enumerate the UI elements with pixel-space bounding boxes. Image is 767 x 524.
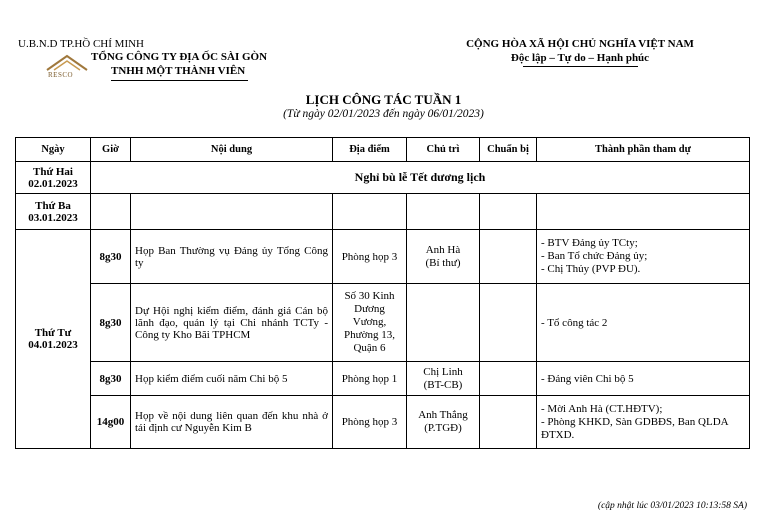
content-cell: Họp kiểm điểm cuối năm Chi bộ 5 xyxy=(131,362,333,396)
schedule-table xyxy=(15,137,750,449)
updated-timestamp: (cập nhật lúc 03/01/2023 10:13:58 SA) xyxy=(597,501,747,511)
attendee-line: ĐTXD. xyxy=(541,428,575,441)
col-header-prepare: Chuẩn bị xyxy=(480,138,537,162)
location-cell: Phòng họp 3 xyxy=(333,396,407,449)
col-header-time: Giờ xyxy=(91,138,131,162)
national-header xyxy=(455,38,705,67)
col-header-attendees: Thành phần tham dự xyxy=(537,138,750,162)
attendee-line: - Chị Thủy (PVP ĐU). xyxy=(541,263,641,275)
resco-logo xyxy=(44,52,90,82)
col-header-content: Nội dung xyxy=(131,138,333,162)
location-line: Số 30 Kinh xyxy=(344,290,395,302)
day-cell xyxy=(16,162,91,194)
table-header-row xyxy=(16,138,750,162)
table-row xyxy=(16,230,750,284)
col-header-chair: Chủ trì xyxy=(407,138,480,162)
prepare-cell xyxy=(480,230,537,284)
prepare-cell xyxy=(480,194,537,230)
day-name: Thứ Hai xyxy=(33,165,73,178)
org-name: TỔNG CÔNG TY ĐỊA ỐC SÀI GÒN xyxy=(91,51,268,63)
page-subtitle: (Từ ngày 02/01/2023 đến ngày 06/01/2023) xyxy=(283,108,484,120)
location-line: Phường 13, xyxy=(344,329,395,341)
table-row xyxy=(16,362,750,396)
time-cell: 8g30 xyxy=(91,230,131,284)
prepare-cell xyxy=(480,396,537,449)
table-row xyxy=(16,194,750,230)
attendee-line: - Ban Tổ chức Đảng ủy; xyxy=(541,250,648,262)
day-cell xyxy=(16,194,91,230)
table-row xyxy=(16,396,750,449)
col-header-day: Ngày xyxy=(16,138,91,162)
chair-name: Anh Thắng xyxy=(418,409,468,421)
attendees-cell: - Tổ công tác 2 xyxy=(537,284,750,362)
chair-role: (Bí thư) xyxy=(425,256,461,269)
day-date: 02.01.2023 xyxy=(28,177,78,190)
day-date: 03.01.2023 xyxy=(28,211,78,224)
content-cell: Dự Hội nghị kiểm điểm, đánh giá Cán bộ lãnh đạo, quản lý tại Chi nhánh TCTy - Công ty Kho Bãi TPHCM xyxy=(131,284,333,362)
chair-cell xyxy=(407,396,480,449)
time-cell xyxy=(91,194,131,230)
location-line: Dương xyxy=(354,303,385,315)
location-cell xyxy=(333,194,407,230)
location-cell: Phòng họp 1 xyxy=(333,362,407,396)
attendees-cell xyxy=(537,396,750,449)
chair-cell xyxy=(407,230,480,284)
day-name: Thứ Tư xyxy=(34,327,72,339)
national-motto: Độc lập – Tự do – Hạnh phúc xyxy=(510,52,650,64)
chair-cell xyxy=(407,362,480,396)
org-underline xyxy=(111,80,248,81)
content-cell: Họp về nội dung liên quan đến khu nhà ở tái định cư Nguyễn Kim B xyxy=(131,396,333,449)
day-name: Thứ Ba xyxy=(35,199,71,212)
content-cell xyxy=(131,194,333,230)
attendees-cell: - Đảng viên Chi bộ 5 xyxy=(537,362,750,396)
attendee-line: - Phòng KHKD, Sàn GDBĐS, Ban QLDA xyxy=(541,415,729,428)
chair-role: (BT-CB) xyxy=(423,378,463,391)
national-title: CỘNG HÒA XÃ HỘI CHỦ NGHĨA VIỆT NAM xyxy=(466,38,694,50)
prepare-cell xyxy=(480,284,537,362)
chair-name: Chị Linh xyxy=(423,365,463,378)
attendees-cell xyxy=(537,194,750,230)
attendee-line: - BTV Đảng ủy TCty; xyxy=(541,237,638,249)
location-line: Quận 6 xyxy=(353,342,386,354)
time-cell: 8g30 xyxy=(91,284,131,362)
day-cell xyxy=(16,230,91,449)
location-line: Vương, xyxy=(352,316,387,328)
prepare-cell xyxy=(480,362,537,396)
content-cell: Họp Ban Thường vụ Đảng ủy Tổng Công ty xyxy=(131,230,333,284)
col-header-location: Địa điểm xyxy=(333,138,407,162)
page-title: LỊCH CÔNG TÁC TUẦN 1 xyxy=(305,92,462,107)
location-cell: Phòng họp 3 xyxy=(333,230,407,284)
logo-text: RESCO xyxy=(48,71,74,79)
chair-role: (P.TGĐ) xyxy=(424,422,462,434)
attendees-cell xyxy=(537,230,750,284)
table-row xyxy=(16,284,750,362)
org-parent: U.B.N.D TP.HỒ CHÍ MINH xyxy=(18,38,145,50)
time-cell: 14g00 xyxy=(91,396,131,449)
chair-cell xyxy=(407,284,480,362)
location-cell xyxy=(333,284,407,362)
org-type: TNHH MỘT THÀNH VIÊN xyxy=(111,65,246,77)
table-row xyxy=(16,162,750,194)
holiday-note: Nghỉ bù lễ Tết dương lịch xyxy=(91,162,750,194)
chair-cell xyxy=(407,194,480,230)
time-cell: 8g30 xyxy=(91,362,131,396)
day-date: 04.01.2023 xyxy=(28,339,78,351)
chair-name: Anh Hà xyxy=(425,243,461,256)
attendee-line: - Mời Anh Hà (CT.HĐTV); xyxy=(541,402,663,415)
motto-underline xyxy=(523,66,638,67)
